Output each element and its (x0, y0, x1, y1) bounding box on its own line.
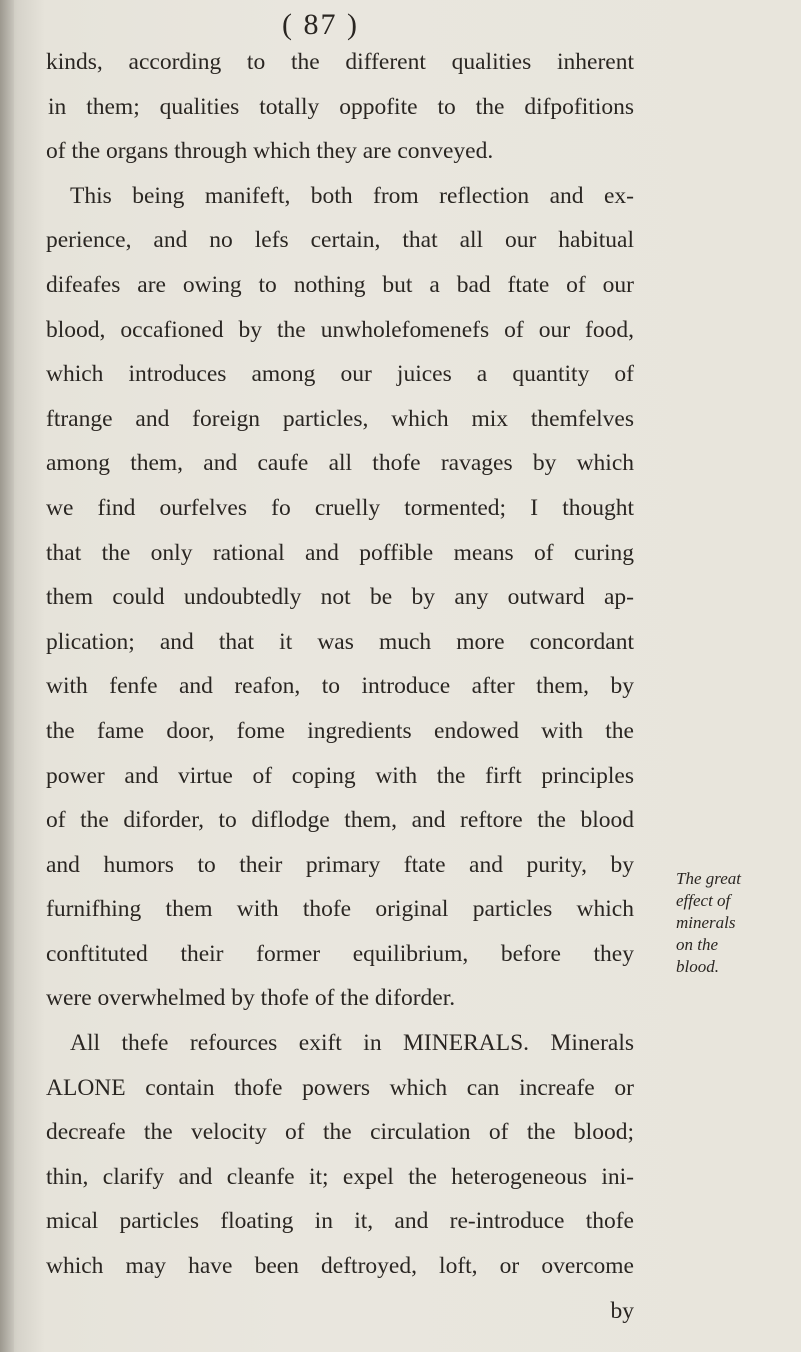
page-number: ( 87 ) (282, 8, 359, 41)
text-line: we find ourfelves fo cruelly tormented; I thought (46, 494, 634, 521)
catchword: by (610, 1297, 634, 1324)
page-gutter-shadow (0, 0, 14, 1352)
text-line: that the only rational and poffible means of curing (46, 539, 634, 566)
text-line: the fame door, fome ingredients endowed with the (46, 717, 634, 744)
text-line: blood, occafioned by the unwholefomenefs of our food, (46, 316, 634, 343)
margin-note-line: effect of (676, 891, 731, 910)
margin-note-line: blood. (676, 957, 719, 976)
text-line: All thefe refources exift in MINERALS. Minerals (70, 1030, 634, 1057)
text-line: power and virtue of coping with the firft principles (46, 762, 634, 789)
text-line: plication; and that it was much more concordant (46, 628, 634, 655)
text-line: thin, clarify and cleanfe it; expel the heterogeneous ini- (46, 1163, 634, 1190)
body-text (40, 40, 634, 1333)
text-line: decreafe the velocity of the circulation of the blood; (46, 1119, 634, 1146)
text-line: in them; qualities totally oppofite to the difpofitions (48, 93, 634, 120)
text-line: with fenfe and reafon, to introduce after them, by (46, 673, 634, 700)
text-line: them could undoubtedly not be by any outward ap- (46, 584, 634, 611)
text-line: conftituted their former equilibrium, before they (46, 940, 634, 967)
text-line: were overwhelmed by thofe of the diforder. (46, 985, 456, 1012)
margin-note-line: The great (676, 869, 742, 888)
margin-note-line: minerals (676, 913, 736, 932)
text-line: of the diforder, to diflodge them, and reftore the blood (46, 807, 634, 834)
text-line: kinds, according to the different qualities inherent (46, 49, 634, 75)
margin-note (676, 868, 796, 978)
margin-note-line: on the (676, 935, 719, 954)
text-line: perience, and no lefs certain, that all our habitual (46, 227, 634, 254)
text-line: ALONE contain thofe powers which can increafe or (46, 1074, 634, 1101)
text-line: and humors to their primary ftate and purity, by (46, 851, 634, 878)
text-line: difeafes are owing to nothing but a bad ftate of our (46, 271, 634, 298)
text-line: which may have been deftroyed, loft, or overcome (46, 1253, 634, 1280)
text-line: furnifhing them with thofe original particles which (46, 896, 634, 923)
text-line: among them, and caufe all thofe ravages by which (46, 450, 634, 477)
text-line: of the organs through which they are conveyed. (46, 138, 494, 165)
text-line: which introduces among our juices a quantity of (46, 361, 634, 388)
text-line: ftrange and foreign particles, which mix themfelves (46, 405, 634, 432)
text-line: mical particles floating in it, and re-introduce thofe (46, 1208, 634, 1235)
text-line: This being manifeft, both from reflection and ex- (70, 182, 634, 209)
